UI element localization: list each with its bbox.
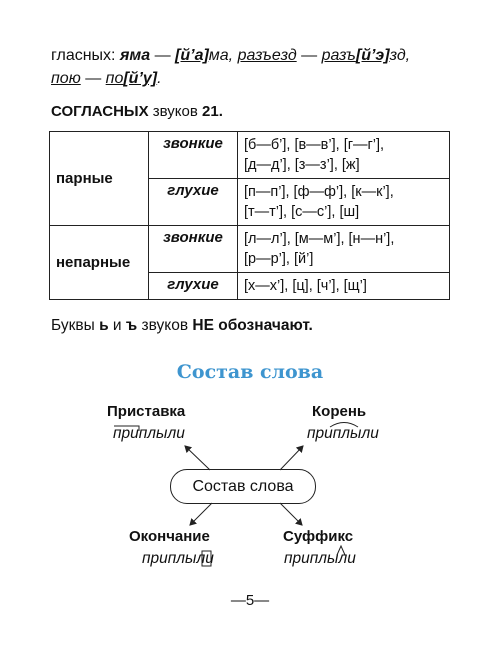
dash: —: [85, 70, 102, 87]
vowel-example-2-transcription: разъ[й’э]зд,: [321, 47, 411, 64]
letters-note-text: звуков: [141, 317, 189, 334]
prefix-example: приплыли: [113, 425, 185, 442]
dash: —: [154, 47, 171, 64]
hard-sign: ъ: [125, 317, 138, 334]
arrow-to-prefix: [185, 446, 210, 470]
vowel-example-1-transcription: [й’а]ма,: [175, 47, 234, 64]
dash: —: [301, 47, 318, 64]
kind-cell: глухие: [149, 273, 238, 300]
ending-example: приплыли: [142, 550, 214, 567]
consonants-count: 21.: [202, 103, 223, 120]
soft-sign: ь: [99, 317, 109, 334]
page-number: —5—: [230, 592, 270, 609]
pairs-line: [п—п’], [ф—ф’], [к—к’],: [244, 184, 394, 200]
group-cell: парные: [50, 132, 149, 226]
center-concept-box: Состав слова: [170, 469, 316, 504]
prefix-label: Приставка: [107, 403, 186, 420]
arrow-to-suffix: [280, 503, 302, 525]
vowel-example-2-word: разъезд: [237, 47, 297, 64]
group-cell: непарные: [50, 226, 149, 300]
kind-cell: звонкие: [149, 226, 238, 273]
letters-note-verb: обозначают.: [218, 317, 313, 334]
suffix-label: Суффикс: [283, 528, 354, 545]
pairs-line: [т—т’], [с—с’], [ш]: [244, 204, 360, 220]
kind-cell: звонкие: [149, 132, 238, 179]
pairs-line: [х—х’], [ц], [ч’], [щ’]: [244, 278, 367, 294]
arrow-to-ending: [190, 503, 212, 525]
ending-label: Окончание: [129, 528, 210, 545]
vowel-example-3-word: пою: [51, 70, 81, 87]
page-number-value: 5: [245, 592, 255, 609]
vowel-example-1-word: яма: [119, 47, 151, 64]
arrow-to-root: [280, 446, 303, 470]
consonants-caps: СОГЛАСНЫХ: [51, 103, 149, 120]
vowel-example-3-transcription: по[й’у].: [105, 70, 162, 87]
root-label: Корень: [312, 403, 367, 420]
suffix-example: приплыли: [284, 550, 356, 567]
letters-note-text: Буквы: [51, 317, 95, 334]
pairs-line: [д—д’], [з—з’], [ж]: [244, 157, 360, 173]
vowel-prefix: гласных:: [51, 47, 116, 64]
pairs-line: [р—р’], [й’]: [244, 251, 314, 267]
consonants-middle: звуков: [152, 103, 198, 120]
kind-cell: глухие: [149, 179, 238, 226]
letters-note-ne: НЕ: [192, 317, 214, 334]
letters-note-text: и: [112, 317, 122, 334]
pairs-line: [б—б’], [в—в’], [г—г’],: [244, 137, 385, 153]
pairs-line: [л—л’], [м—м’], [н—н’],: [244, 231, 395, 247]
root-example: приплыли: [307, 425, 379, 442]
section-title: Состав слова: [176, 361, 324, 383]
